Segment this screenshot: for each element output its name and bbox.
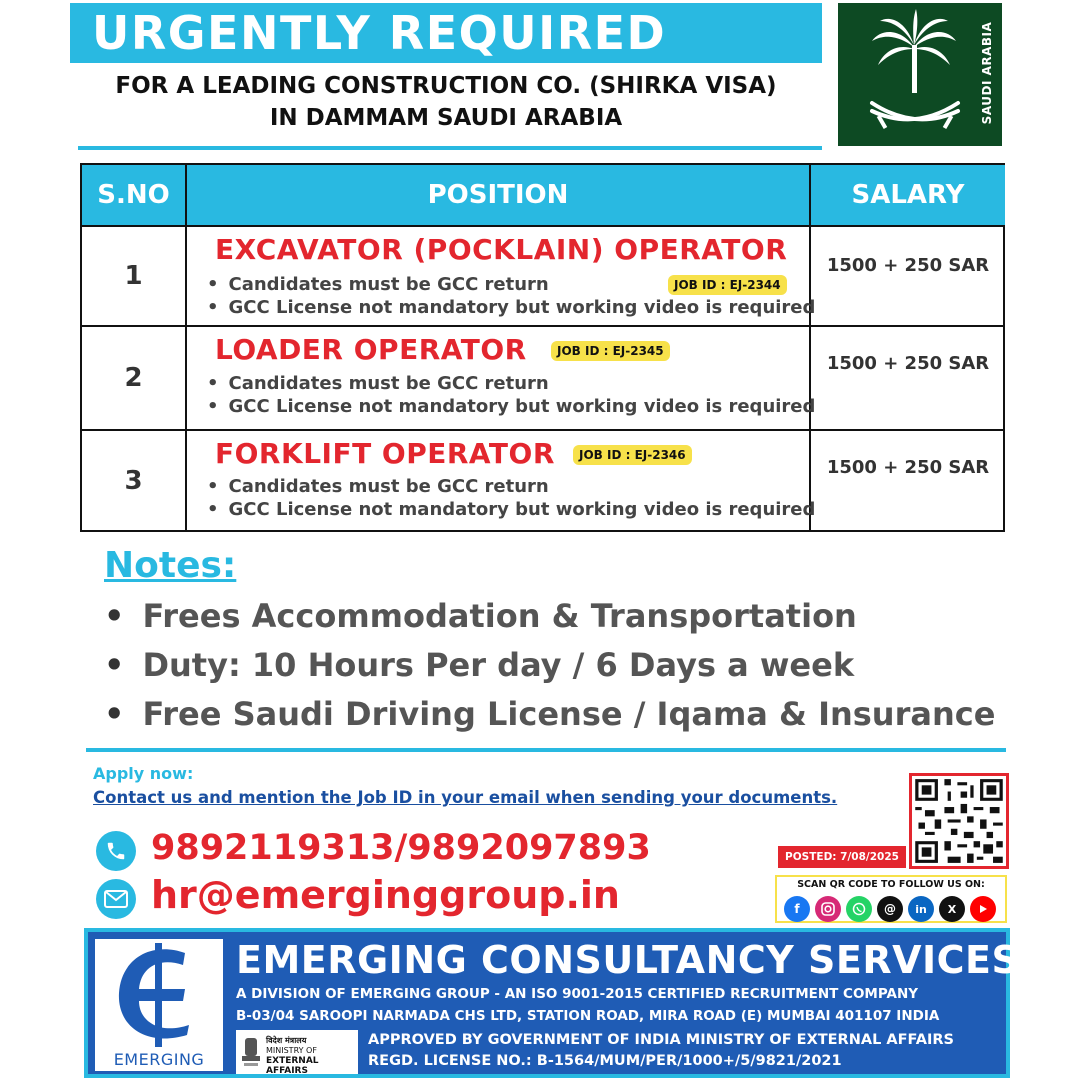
notes-heading: Notes: xyxy=(104,545,237,586)
palm-swords-icon xyxy=(860,7,970,142)
logo-wordmark: EMERGING xyxy=(113,1050,205,1069)
phone-numbers[interactable]: 9892119313/9892097893 xyxy=(151,828,651,868)
mail-icon xyxy=(96,879,136,919)
job-title: EXCAVATOR (POCKLAIN) OPERATOR xyxy=(215,233,788,266)
mea-line-1: MINISTRY OF xyxy=(266,1046,317,1055)
company-division-line: A DIVISION OF EMERGING GROUP - AN ISO 9001-2015 CERTIFIED RECRUITMENT COMPANY xyxy=(236,986,919,1002)
row-number: 2 xyxy=(82,327,187,429)
position-cell xyxy=(187,431,816,530)
social-label: SCAN QR CODE TO FOLLOW US ON: xyxy=(797,879,985,890)
note-item: • Duty: 10 Hours Per day / 6 Days a week xyxy=(104,641,995,690)
instagram-icon[interactable] xyxy=(815,896,841,922)
emerging-e-icon xyxy=(95,939,223,1051)
row-number: 1 xyxy=(82,227,187,325)
company-footer xyxy=(84,928,1020,1078)
company-name: EMERGING CONSULTANCY SERVICES xyxy=(236,938,1020,982)
requirements-list xyxy=(207,273,815,319)
posted-date-badge: POSTED: 7/08/2025 xyxy=(778,846,906,868)
social-icons-row xyxy=(784,896,996,922)
x-icon[interactable]: X xyxy=(939,896,965,922)
note-item: • Frees Accommodation & Transportation xyxy=(104,592,995,641)
table-row xyxy=(82,225,1003,325)
emerging-logo xyxy=(95,939,223,1071)
requirement-item: • Candidates must be GCC return xyxy=(207,372,815,395)
job-id-badge: JOB ID : EJ-2346 xyxy=(573,445,692,465)
mea-text xyxy=(266,1036,358,1076)
facebook-icon[interactable]: f xyxy=(784,896,810,922)
qr-code[interactable] xyxy=(909,773,1009,869)
saudi-flag-emblem xyxy=(838,3,1002,146)
mea-line-2: EXTERNAL AFFAIRS xyxy=(266,1056,319,1076)
apply-label: Apply now: xyxy=(93,764,194,783)
salary-cell: 1500 + 250 SAR xyxy=(826,353,990,374)
requirement-item: • GCC License not mandatory but working video is required xyxy=(207,296,815,319)
requirement-item: • Candidates must be GCC return xyxy=(207,475,815,498)
youtube-icon[interactable] xyxy=(970,896,996,922)
jobs-table xyxy=(80,163,1005,532)
page-title: URGENTLY REQUIRED xyxy=(70,3,822,63)
notes-list xyxy=(104,592,995,739)
section-divider xyxy=(86,748,1006,752)
threads-icon[interactable]: @ xyxy=(877,896,903,922)
social-follow-panel xyxy=(775,875,1007,923)
requirement-item: • GCC License not mandatory but working video is required xyxy=(207,395,815,418)
linkedin-icon[interactable]: in xyxy=(908,896,934,922)
table-row xyxy=(82,429,1003,530)
email-address[interactable]: hr@emerginggroup.in xyxy=(151,873,620,917)
apply-instructions-link[interactable]: Contact us and mention the Job ID in your email when sending your documents. xyxy=(93,788,838,807)
column-header-salary: SALARY xyxy=(811,165,1005,225)
job-id-badge: JOB ID : EJ-2344 xyxy=(668,275,787,295)
job-id-badge: JOB ID : EJ-2345 xyxy=(551,341,670,361)
whatsapp-icon[interactable] xyxy=(846,896,872,922)
requirements-list xyxy=(207,475,815,521)
note-item: • Free Saudi Driving License / Iqama & Insurance xyxy=(104,690,995,739)
company-address: B-03/04 SAROOPI NARMADA CHS LTD, STATION ROAD, MIRA ROAD (E) MUMBAI 401107 INDIA xyxy=(236,1008,940,1024)
mea-logo xyxy=(236,1030,358,1074)
column-header-position: POSITION xyxy=(187,165,811,225)
license-number: REGD. LICENSE NO.: B-1564/MUM/PER/1000+/5/9821/2021 xyxy=(368,1053,842,1069)
mea-hindi: विदेश मंत्रालय xyxy=(266,1036,307,1045)
subtitle-line-1: FOR A LEADING CONSTRUCTION CO. (SHIRKA VISA) xyxy=(115,73,777,99)
position-cell xyxy=(187,327,816,429)
position-cell xyxy=(187,227,816,325)
column-header-sno: S.NO xyxy=(82,165,187,225)
job-title: LOADER OPERATOR xyxy=(215,333,527,366)
salary-cell: 1500 + 250 SAR xyxy=(826,457,990,478)
subtitle xyxy=(70,70,822,134)
requirement-item: • Candidates must be GCC return xyxy=(207,273,815,296)
job-title: FORKLIFT OPERATOR xyxy=(215,437,555,470)
salary-cell: 1500 + 250 SAR xyxy=(826,255,990,276)
row-number: 3 xyxy=(82,431,187,530)
approval-line: APPROVED BY GOVERNMENT OF INDIA MINISTRY OF EXTERNAL AFFAIRS xyxy=(368,1032,954,1048)
requirement-item: • GCC License not mandatory but working video is required xyxy=(207,498,815,521)
header-divider xyxy=(78,146,822,150)
flag-label: SAUDI ARABIA xyxy=(980,21,994,125)
phone-icon xyxy=(96,831,136,871)
ashoka-emblem-icon xyxy=(239,1034,263,1070)
subtitle-line-2: IN DAMMAM SAUDI ARABIA xyxy=(269,105,623,131)
requirements-list xyxy=(207,372,815,418)
table-row xyxy=(82,325,1003,429)
